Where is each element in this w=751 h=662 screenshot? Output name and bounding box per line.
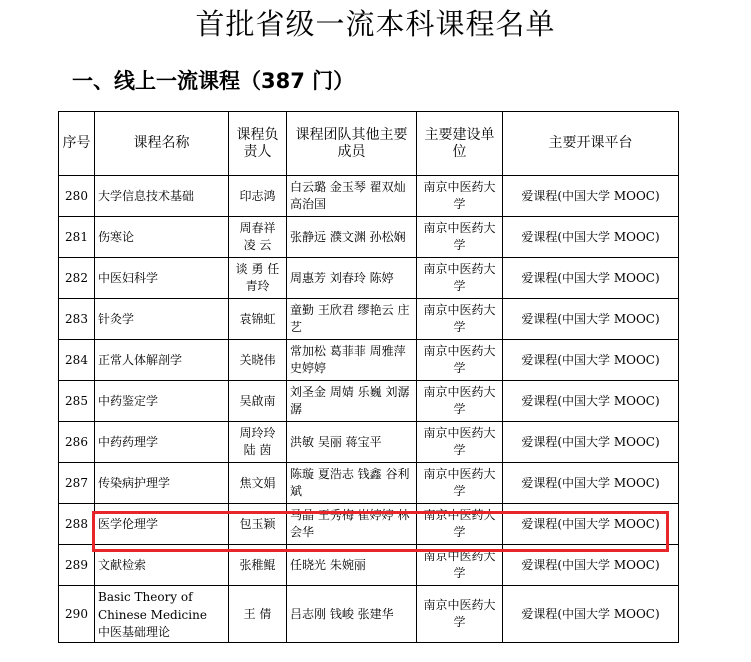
row-team-members: 洪敏 吴丽 蒋宝平 [287, 422, 417, 463]
row-unit: 南京中医药大学 [417, 504, 503, 545]
row-no: 285 [59, 381, 95, 422]
row-course-name: 中医妇科学 [95, 258, 229, 299]
row-course-name: 针灸学 [95, 299, 229, 340]
course-name-en-line-2: Chinese Medicine [98, 607, 207, 622]
row-platform: 爱课程(中国大学 MOOC) [503, 217, 679, 258]
row-no: 283 [59, 299, 95, 340]
row-unit: 南京中医药大学 [417, 258, 503, 299]
row-course-lead: 焦文娟 [229, 463, 287, 504]
header-course-name: 课程名称 [95, 112, 229, 176]
row-team-members: 刘圣金 周婧 乐巍 刘潺潺 [287, 381, 417, 422]
row-platform: 爱课程(中国大学 MOOC) [503, 299, 679, 340]
row-unit: 南京中医药大学 [417, 545, 503, 586]
table-row [59, 258, 679, 299]
row-no: 290 [59, 586, 95, 643]
row-course-lead: 谈 勇 任青玲 [229, 258, 287, 299]
row-team-members: 张静远 濮文渊 孙松娴 [287, 217, 417, 258]
row-course-lead: 包玉颖 [229, 504, 287, 545]
row-team-members: 童勤 王欣君 缪艳云 庄艺 [287, 299, 417, 340]
row-unit: 南京中医药大学 [417, 463, 503, 504]
row-platform: 爱课程(中国大学 MOOC) [503, 340, 679, 381]
row-unit: 南京中医药大学 [417, 422, 503, 463]
row-team-members: 马晶 王秀梅 崔婷婷 林会华 [287, 504, 417, 545]
header-course-lead: 课程负责人 [229, 112, 287, 176]
row-course-lead: 张稚鲲 [229, 545, 287, 586]
table-row [59, 463, 679, 504]
section-heading: 一、线上一流课程（387 门） [72, 69, 355, 93]
header-no: 序号 [59, 112, 95, 176]
row-course-name: 文献检索 [95, 545, 229, 586]
course-table [58, 111, 679, 643]
row-course-name: 中药药理学 [95, 422, 229, 463]
course-name-zh: 中医基础理论 [98, 624, 171, 639]
row-platform: 爱课程(中国大学 MOOC) [503, 422, 679, 463]
row-unit: 南京中医药大学 [417, 381, 503, 422]
row-no: 288 [59, 504, 95, 545]
row-no: 289 [59, 545, 95, 586]
row-unit: 南京中医药大学 [417, 586, 503, 643]
row-platform: 爱课程(中国大学 MOOC) [503, 381, 679, 422]
table-row [59, 217, 679, 258]
row-course-lead: 吴啟南 [229, 381, 287, 422]
row-course-lead: 周春祥 凌 云 [229, 217, 287, 258]
row-no: 284 [59, 340, 95, 381]
row-team-members: 白云璐 金玉琴 翟双灿 高治国 [287, 176, 417, 217]
page-title: 首批省级一流本科课程名单 [195, 7, 556, 41]
table-header-row [59, 112, 679, 176]
row-course-lead: 王 倩 [229, 586, 287, 643]
table-row [59, 586, 679, 643]
row-team-members: 吕志刚 钱峻 张建华 [287, 586, 417, 643]
row-team-members: 常加松 葛菲菲 周雅萍 史婷婷 [287, 340, 417, 381]
row-course-name: 中药鉴定学 [95, 381, 229, 422]
table-row-highlighted [59, 504, 679, 545]
row-course-name: 大学信息技术基础 [95, 176, 229, 217]
row-unit: 南京中医药大学 [417, 299, 503, 340]
header-platform: 主要开课平台 [503, 112, 679, 176]
table-row [59, 381, 679, 422]
row-course-name: 正常人体解剖学 [95, 340, 229, 381]
row-unit: 南京中医药大学 [417, 340, 503, 381]
row-no: 280 [59, 176, 95, 217]
row-no: 287 [59, 463, 95, 504]
row-platform: 爱课程(中国大学 MOOC) [503, 176, 679, 217]
row-no: 286 [59, 422, 95, 463]
course-name-en-line-1: Basic Theory of [98, 589, 193, 604]
table-row [59, 176, 679, 217]
row-team-members: 任晓光 朱婉丽 [287, 545, 417, 586]
row-no: 281 [59, 217, 95, 258]
row-team-members: 周惠芳 刘春玲 陈婷 [287, 258, 417, 299]
row-course-lead: 袁锦虹 [229, 299, 287, 340]
row-team-members: 陈璇 夏浩志 钱鑫 谷利斌 [287, 463, 417, 504]
table-row [59, 545, 679, 586]
table-row [59, 299, 679, 340]
row-course-lead: 印志鸿 [229, 176, 287, 217]
row-unit: 南京中医药大学 [417, 217, 503, 258]
row-course-lead: 周玲玲 陆 茵 [229, 422, 287, 463]
table-row [59, 422, 679, 463]
row-course-name [95, 586, 229, 643]
row-platform: 爱课程(中国大学 MOOC) [503, 258, 679, 299]
table-row [59, 340, 679, 381]
row-unit: 南京中医药大学 [417, 176, 503, 217]
row-course-lead: 关晓伟 [229, 340, 287, 381]
row-platform: 爱课程(中国大学 MOOC) [503, 504, 679, 545]
row-no: 282 [59, 258, 95, 299]
row-course-name: 医学伦理学 [95, 504, 229, 545]
row-course-name: 伤寒论 [95, 217, 229, 258]
row-course-name: 传染病护理学 [95, 463, 229, 504]
header-unit: 主要建设单位 [417, 112, 503, 176]
row-platform: 爱课程(中国大学 MOOC) [503, 545, 679, 586]
row-platform: 爱课程(中国大学 MOOC) [503, 586, 679, 643]
row-platform: 爱课程(中国大学 MOOC) [503, 463, 679, 504]
header-team-members: 课程团队其他主要成员 [287, 112, 417, 176]
